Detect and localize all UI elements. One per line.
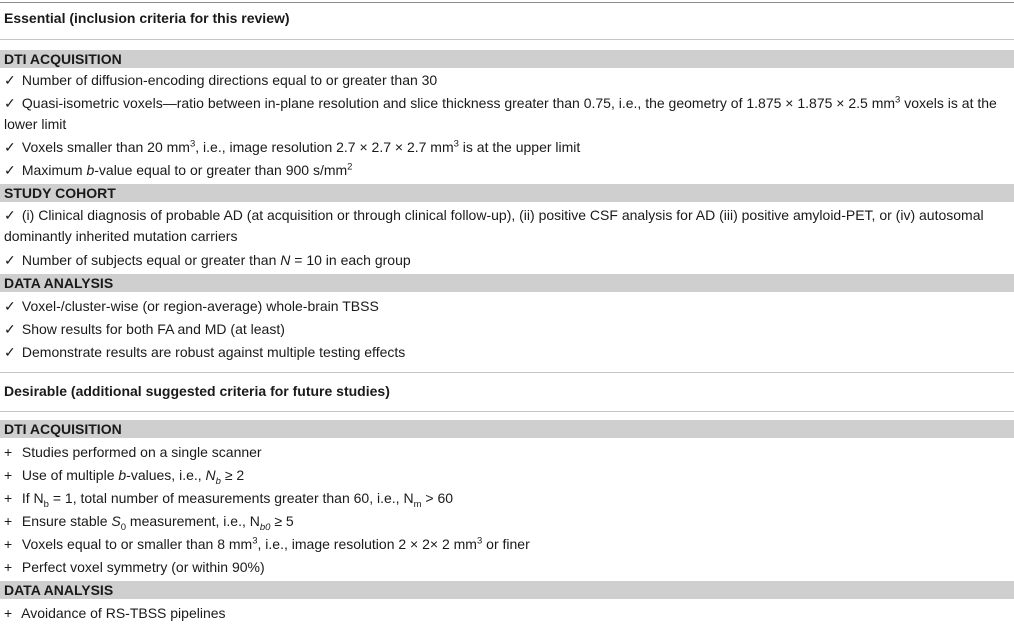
desirable-analysis-header-label: DATA ANALYSIS [4, 582, 114, 598]
essential-analysis-item-1: ✓ Voxel-/cluster-wise (or region-average) whole-brain TBSS [4, 296, 1010, 317]
desirable-dti-header [0, 420, 1014, 438]
check-icon: ✓ [4, 72, 16, 88]
essential-analysis-header-label: DATA ANALYSIS [4, 275, 114, 291]
desirable-top-rule [0, 372, 1014, 373]
plus-icon: + [4, 536, 13, 552]
essential-cohort-header [0, 184, 1014, 202]
essential-dti-item-2: ✓ Quasi-isometric voxels—ratio between in-plane resolution and slice thickness greater than 0.75, i.e., the geometry of 1.875 × 1.875 × 2.5 $mm^3$ voxels is at the lower limit [4, 94, 997, 132]
check-icon: ✓ [4, 344, 16, 360]
essential-dti-item-1: ✓ Number of diffusion-encoding directions equal to or greater than 30 [4, 70, 1010, 91]
plus-icon: + [4, 513, 13, 529]
check-icon: ✓ [4, 207, 16, 223]
plus-icon: + [4, 605, 13, 621]
check-icon: ✓ [4, 298, 16, 314]
desirable-analysis-item-1: + Avoidance of RS-TBSS pipelines [4, 603, 1010, 624]
plus-icon: + [4, 467, 13, 483]
desirable-dti-item-1: + Studies performed on a single scanner [4, 442, 1010, 463]
check-icon: ✓ [4, 162, 16, 178]
essential-title: Essential (inclusion criteria for this review) [4, 10, 290, 26]
essential-analysis-header [0, 274, 1014, 292]
desirable-dti-item-3: + If $N_b = 1$, total number of measurements greater than 60, i.e., $N_m > 60$ [4, 490, 454, 510]
essential-rule [0, 39, 1014, 40]
desirable-dti-item-4: + Ensure stable $S_0$ measurement, i.e., $N_{b0} \ge 5$ [4, 513, 294, 533]
essential-dti-item-3: ✓ Voxels smaller than 20 $mm^3$, i.e., image resolution 2.7 × 2.7 × 2.7 $mm^3$ is at the upper limit [4, 137, 1010, 158]
essential-dti-header-label: DTI ACQUISITION [4, 51, 122, 67]
desirable-dti-item-6: + Perfect voxel symmetry (or within 90%) [4, 557, 1010, 578]
check-icon: ✓ [4, 139, 16, 155]
essential-cohort-item-2: ✓ Number of subjects equal or greater than N = 10 in each group [4, 250, 1010, 271]
desirable-title: Desirable (additional suggested criteria for future studies) [4, 383, 390, 399]
desirable-rule [0, 411, 1014, 412]
desirable-dti-header-label: DTI ACQUISITION [4, 421, 122, 437]
essential-dti-item-4: ✓ Maximum b-value equal to or greater than 900 $s/mm^2$ [4, 160, 1010, 181]
essential-analysis-item-2: ✓ Show results for both FA and MD (at least) [4, 319, 1010, 340]
essential-cohort-item-1: ✓ (i) Clinical diagnosis of probable AD (at acquisition or through clinical follow-up), (ii) positive CSF analysis for AD (iii) positive amyloid-PET, or (iv) autosomal dominantly inherited mutation carriers [4, 207, 984, 244]
plus-icon: + [4, 490, 13, 506]
desirable-dti-item-5: + Voxels equal to or smaller than 8 $mm^3$, i.e., image resolution 2 × 2× 2 $mm^3$ or finer [4, 534, 1010, 555]
plus-icon: + [4, 559, 13, 575]
desirable-analysis-header [0, 581, 1014, 599]
check-icon: ✓ [4, 252, 16, 268]
essential-analysis-item-3: ✓ Demonstrate results are robust against multiple testing effects [4, 342, 1010, 363]
check-icon: ✓ [4, 95, 16, 111]
essential-cohort-header-label: STUDY COHORT [4, 185, 116, 201]
check-icon: ✓ [4, 321, 16, 337]
plus-icon: + [4, 444, 13, 460]
essential-dti-header [0, 50, 1014, 68]
desirable-dti-item-2: + Use of multiple b-values, i.e., $N_b \ge 2$ [4, 467, 245, 487]
top-rule [0, 2, 1014, 3]
